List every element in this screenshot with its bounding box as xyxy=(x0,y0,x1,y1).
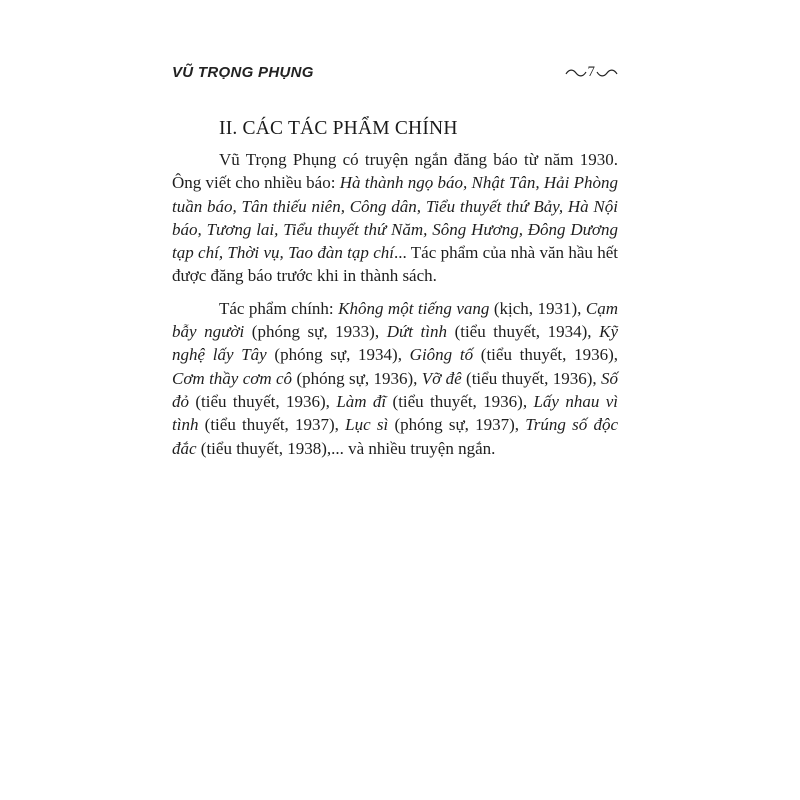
running-header xyxy=(172,64,618,88)
italic-title-text: Không một tiếng vang xyxy=(338,298,490,318)
text-run: (phóng sự, 1937), xyxy=(388,415,526,435)
italic-title-text: Vỡ đê xyxy=(421,368,462,388)
italic-title-text: Trúng số độc đắc xyxy=(172,415,619,458)
page-number-ornament xyxy=(565,64,619,81)
text-run: (tiểu thuyết, 1936), xyxy=(473,345,618,365)
italic-title-text: Lục sì xyxy=(345,415,389,435)
text-run: (tiểu thuyết, 1936), xyxy=(189,391,337,411)
text-run: (phóng sự, 1933), xyxy=(244,322,387,342)
text-run: (tiểu thuyết, 1934), xyxy=(447,322,600,342)
text-run: Tác phẩm chính: xyxy=(219,298,339,318)
text-run: (phóng sự, 1934), xyxy=(266,345,410,365)
text-run: (tiểu thuyết, 1938),... và nhiều truyện ngắn. xyxy=(196,438,496,458)
italic-title-text: Kỹ nghệ lấy Tây xyxy=(172,322,619,365)
text-run: Vũ Trọng Phụng có truyện ngắn đăng báo từ năm 1930. Ông viết cho nhiều báo: xyxy=(172,150,618,193)
paragraph-intro xyxy=(172,148,618,288)
paragraph-main-works xyxy=(172,297,618,460)
swirl-right-icon xyxy=(596,68,618,78)
text-run: (tiểu thuyết, 1936), xyxy=(386,391,534,411)
italic-title-text: Làm đĩ xyxy=(336,391,387,411)
text-run: (tiểu thuyết, 1936), xyxy=(461,368,601,388)
text-run: (phóng sự, 1936), xyxy=(292,368,422,388)
section-heading: II. CÁC TÁC PHẨM CHÍNH xyxy=(219,118,458,139)
italic-title-text: Cơm thầy cơm cô xyxy=(172,368,293,388)
page-number: 7 xyxy=(587,64,595,80)
italic-title-text: Cạm bẫy người xyxy=(172,298,618,342)
italic-title-text: Lấy nhau vì tình xyxy=(172,391,618,435)
header-author-name: VŨ TRỌNG PHỤNG xyxy=(172,64,314,81)
italic-title-text: Hà thành ngọ báo, Nhật Tân, Hải Phòng tuần báo, Tân thiếu niên, Công dân, Tiểu thuyết thứ Bảy, Hà Nội báo, Tương lai, Tiểu thuyết thứ Năm, Sông Hương, Đông Dương tạp chí, Thời vụ, Tao đàn tạp chí xyxy=(172,173,618,263)
swirl-left-icon xyxy=(565,68,587,78)
italic-title-text: Dứt tình xyxy=(386,322,447,342)
text-run: ... Tác phẩm của nhà văn hầu hết được đăng báo trước khi in thành sách. xyxy=(172,243,618,286)
page-content xyxy=(172,117,618,460)
italic-title-text: Số đỏ xyxy=(172,368,618,411)
text-run: (kịch, 1931), xyxy=(489,298,586,318)
text-run: (tiểu thuyết, 1937), xyxy=(198,415,346,435)
italic-title-text: Giông tố xyxy=(409,345,474,365)
